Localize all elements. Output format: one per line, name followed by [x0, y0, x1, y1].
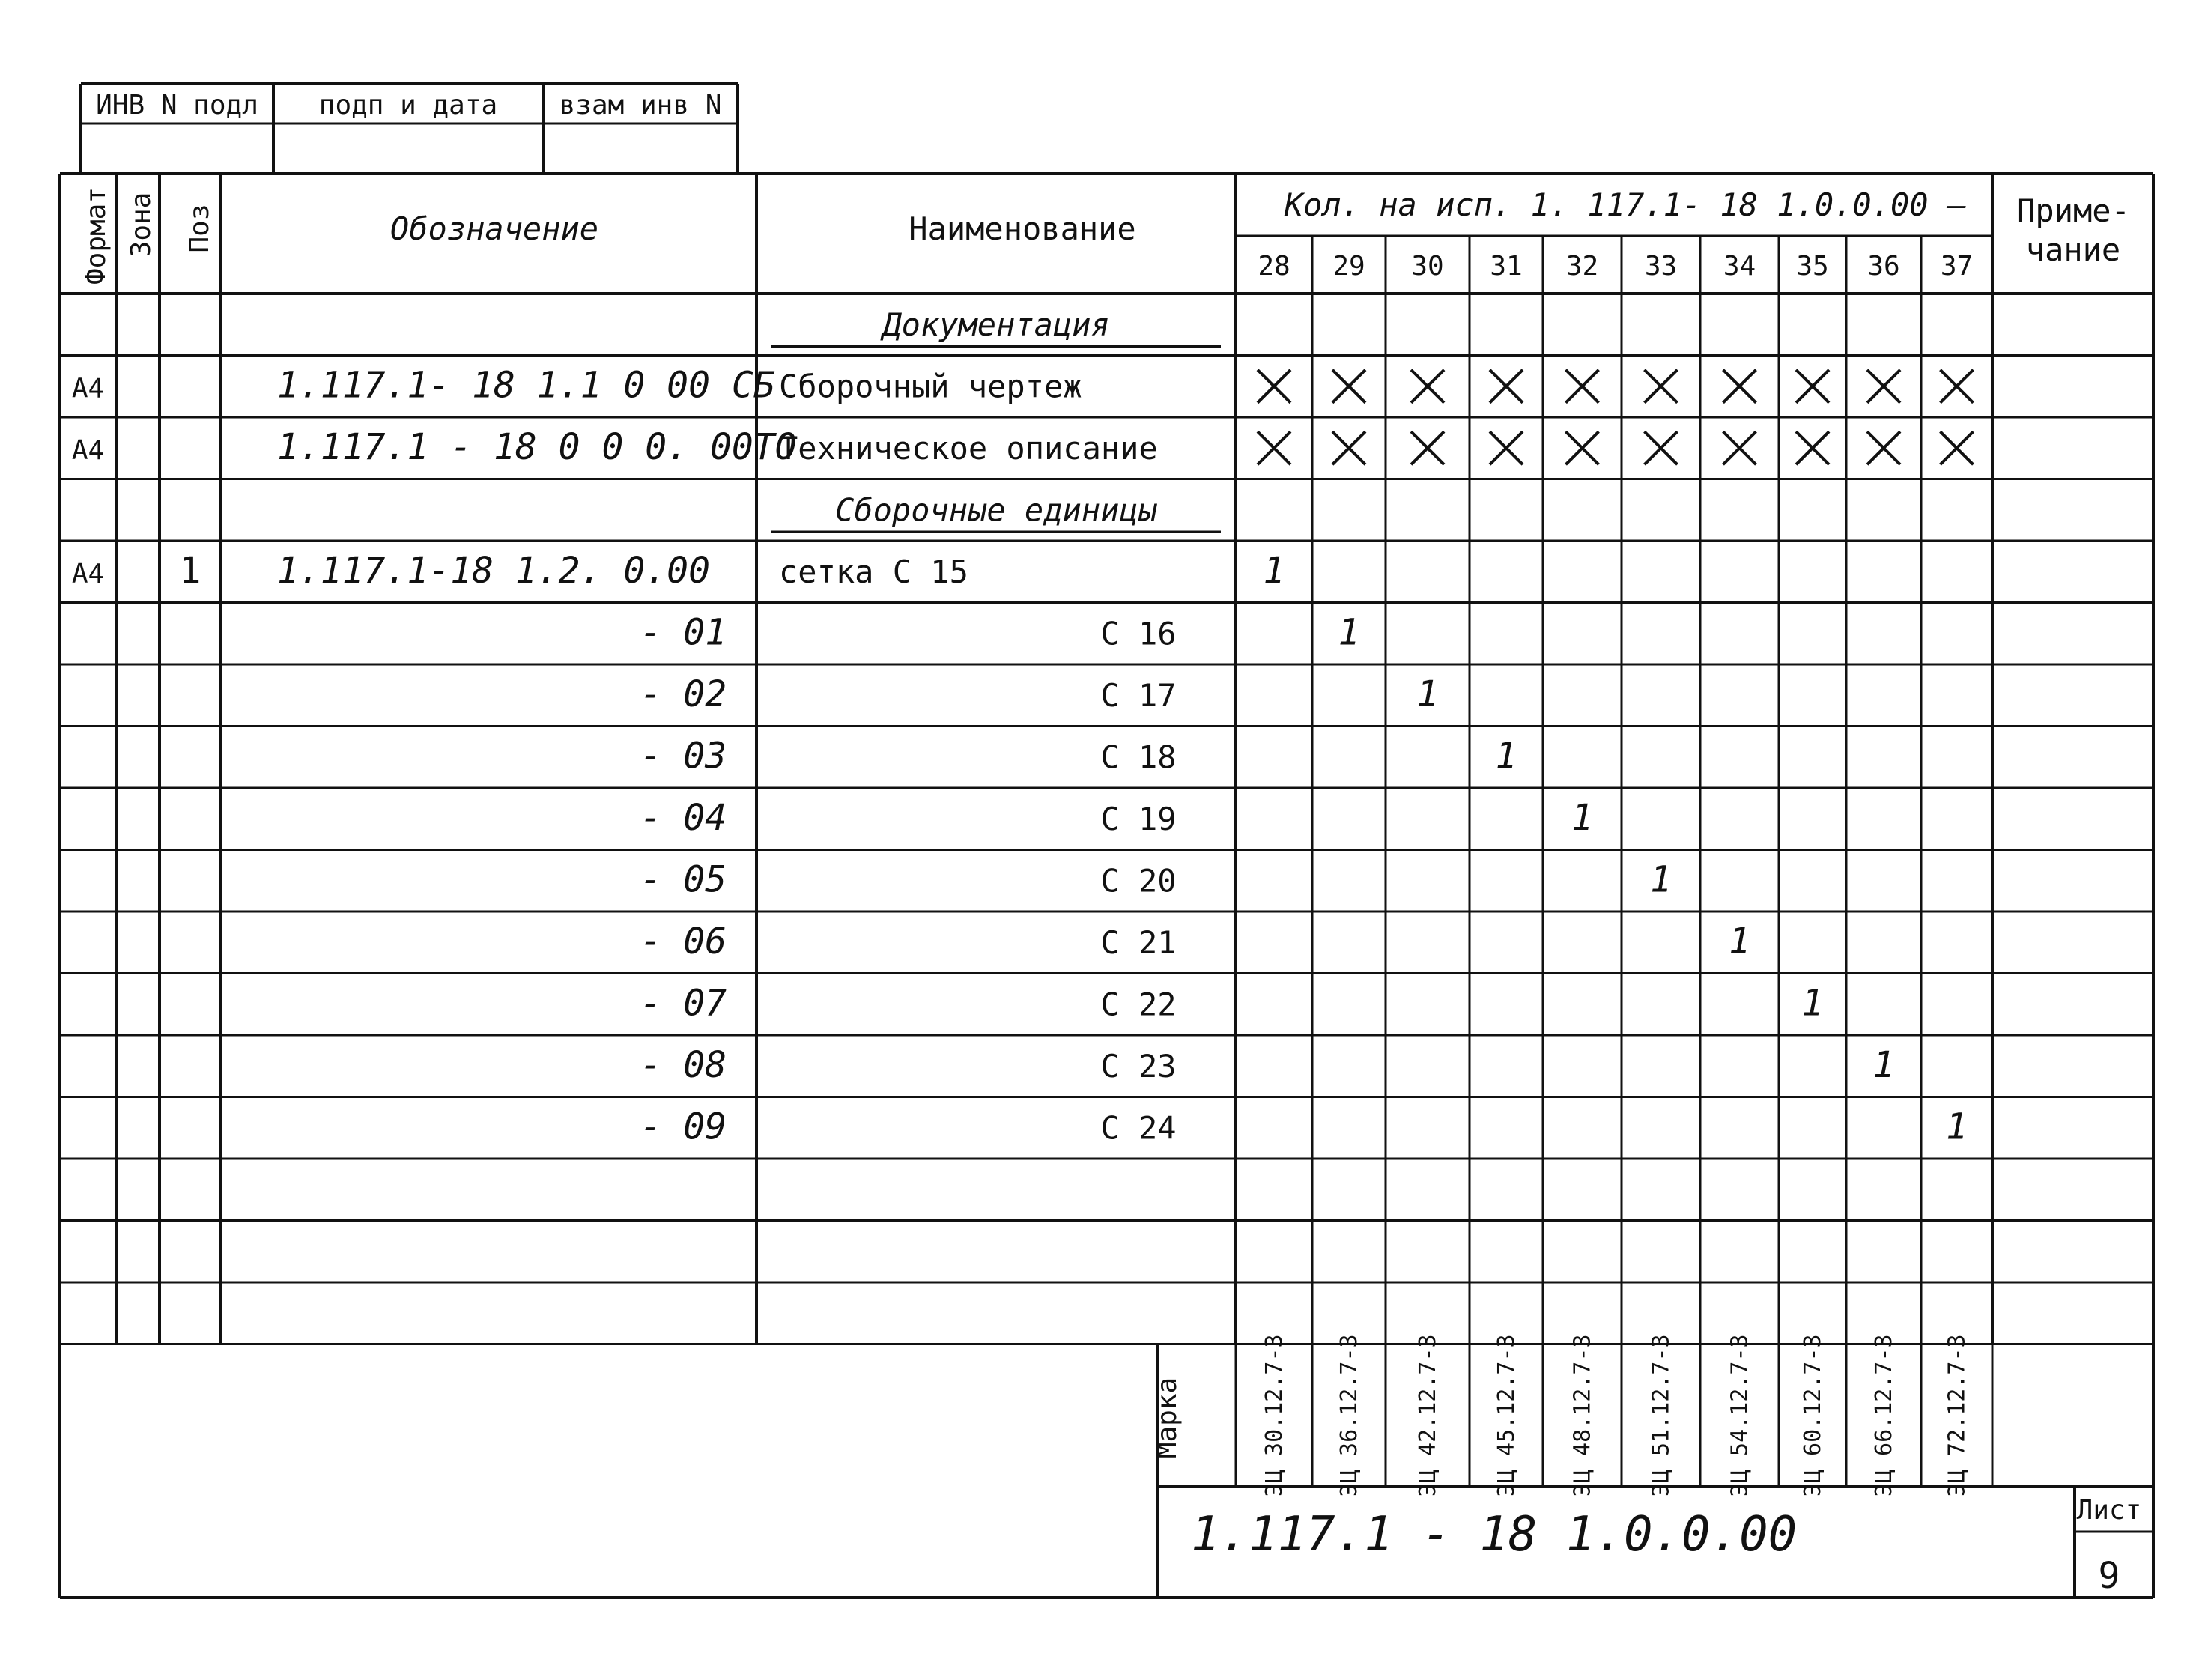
qty-value: 1 — [1801, 982, 1824, 1025]
cell-designation: 1.117.1 - 18 0 0 0. 00ТО — [277, 426, 797, 469]
cell-designation: 1.117.1- 18 1.1 0 00 СБ — [277, 364, 775, 407]
cell-designation: - 05 — [640, 858, 727, 901]
cell-name: С 18 — [1100, 739, 1177, 776]
cell-designation: - 04 — [640, 797, 727, 840]
cross-mark — [1411, 431, 1444, 464]
sheet-label: Лист — [2076, 1495, 2142, 1526]
qty-value: 1 — [1729, 921, 1750, 963]
stamp-header-1: подп и дата — [318, 90, 498, 121]
cross-mark — [1941, 431, 1974, 464]
cross-mark — [1796, 370, 1829, 403]
mark-label-4: ЭЦ 48.12.7-3 — [1569, 1334, 1596, 1497]
variant-header-32: 32 — [1565, 251, 1599, 282]
table-row — [640, 859, 1672, 901]
qty-value: 1 — [1872, 1044, 1895, 1087]
table-row — [640, 1044, 1894, 1086]
cell-name: С 24 — [1100, 1109, 1177, 1147]
mark-label-1: ЭЦ 36.12.7-3 — [1336, 1334, 1362, 1497]
qty-value: 1 — [1416, 673, 1439, 716]
table-row — [640, 921, 1750, 962]
cell-name: С 16 — [1100, 615, 1177, 652]
cell-name: С 19 — [1100, 801, 1177, 838]
cross-mark — [1867, 431, 1900, 464]
cell-designation: - 07 — [640, 982, 727, 1025]
cross-mark — [1796, 431, 1829, 464]
table-row — [640, 797, 1593, 839]
variant-header-33: 33 — [1644, 251, 1678, 282]
mark-label-0: ЭЦ 30.12.7-3 — [1261, 1334, 1288, 1497]
header-format: Формат — [81, 187, 112, 285]
cross-mark — [1411, 370, 1444, 403]
cell-format: А4 — [71, 559, 105, 590]
cross-mark — [1258, 431, 1290, 464]
table-row — [72, 550, 1285, 592]
header-qty: Кол. на исп. 1. 117.1- 18 1.0.0.00 — — [1284, 187, 1967, 223]
table-row — [880, 306, 1109, 343]
qty-value: 1 — [1263, 550, 1285, 592]
cell-designation: - 01 — [640, 611, 727, 654]
cross-mark — [1645, 370, 1678, 403]
cross-mark — [1867, 370, 1900, 403]
variant-header-29: 29 — [1332, 251, 1365, 282]
cell-designation: - 06 — [640, 921, 727, 963]
mark-label-7: ЭЦ 60.12.7-3 — [1800, 1334, 1826, 1497]
mark-column — [1261, 1334, 1971, 1496]
cross-mark — [1645, 431, 1678, 464]
cell-name: Документация — [882, 306, 1110, 344]
variant-header-30: 30 — [1411, 251, 1444, 282]
cell-format: А4 — [71, 373, 105, 404]
variant-headers — [1258, 251, 1973, 282]
variant-header-34: 34 — [1723, 251, 1756, 282]
cross-mark — [1332, 370, 1365, 403]
header-note-line2: чание — [2025, 231, 2121, 268]
variant-header-37: 37 — [1940, 251, 1974, 282]
cell-name: С 21 — [1100, 924, 1177, 962]
cell-designation: - 02 — [640, 673, 727, 716]
cell-format: А4 — [71, 435, 105, 467]
cross-mark — [1490, 370, 1523, 403]
cell-name: С 20 — [1100, 862, 1177, 900]
cross-mark — [1566, 370, 1599, 403]
variant-header-36: 36 — [1867, 251, 1900, 282]
variant-header-35: 35 — [1796, 251, 1829, 282]
document-code: 1.117.1 - 18 1.0.0.00 — [1191, 1507, 1798, 1562]
cell-name: сетка С 15 — [779, 554, 968, 591]
cross-mark — [1723, 370, 1756, 403]
stamp-header-2: взам инв N — [559, 90, 722, 121]
cell-name: Сборочные единицы — [835, 491, 1157, 529]
cell-name: С 17 — [1100, 677, 1177, 715]
cross-mark — [1332, 431, 1365, 464]
mark-label-6: ЭЦ 54.12.7-3 — [1726, 1334, 1753, 1497]
variant-header-31: 31 — [1490, 251, 1523, 282]
table-row — [640, 1106, 1968, 1148]
table-row — [72, 426, 1974, 468]
stamp-header-0: ИНВ N подл — [96, 90, 258, 121]
cross-mark — [1490, 431, 1523, 464]
cross-mark — [1566, 431, 1599, 464]
marka-label: Марка — [1152, 1377, 1183, 1459]
cell-name: Сборочный чертеж — [779, 368, 1082, 405]
qty-value: 1 — [1338, 611, 1360, 654]
mark-label-3: ЭЦ 45.12.7-3 — [1493, 1334, 1520, 1497]
table-row — [835, 492, 1158, 529]
cell-designation: 1.117.1-18 1.2. 0.00 — [277, 550, 710, 592]
header-zone: Зона — [126, 192, 157, 258]
table-row — [640, 673, 1438, 715]
header-name: Наименование — [909, 210, 1136, 247]
cell-name: С 23 — [1100, 1048, 1177, 1085]
cell-pos: 1 — [179, 550, 201, 592]
header-pos: Поз — [184, 204, 215, 253]
cross-mark — [1941, 370, 1974, 403]
stamp-block — [81, 84, 738, 174]
mark-label-9: ЭЦ 72.12.7-3 — [1944, 1334, 1971, 1497]
cell-designation: - 09 — [640, 1106, 727, 1148]
qty-value: 1 — [1650, 858, 1672, 901]
header-designation: Обозначение — [389, 210, 599, 247]
mark-label-8: ЭЦ 66.12.7-3 — [1871, 1334, 1897, 1497]
table-row — [640, 983, 1823, 1025]
mark-label-5: ЭЦ 51.12.7-3 — [1648, 1334, 1675, 1497]
table-row — [640, 612, 1359, 654]
cross-mark — [1258, 370, 1290, 403]
table-row — [72, 365, 1974, 407]
qty-value: 1 — [1946, 1106, 1968, 1148]
cell-designation: - 08 — [640, 1044, 727, 1087]
sheet-number: 9 — [2098, 1555, 2120, 1597]
cell-name: С 22 — [1100, 986, 1177, 1023]
qty-value: 1 — [1495, 735, 1517, 777]
cross-mark — [1723, 431, 1756, 464]
qty-value: 1 — [1571, 797, 1593, 840]
title-block — [60, 1344, 2153, 1598]
mark-label-2: ЭЦ 42.12.7-3 — [1415, 1334, 1441, 1497]
header-note-line1: Приме- — [2016, 192, 2130, 229]
cell-name: Техническое описание — [779, 430, 1158, 467]
cell-designation: - 03 — [640, 735, 727, 777]
variant-header-28: 28 — [1258, 251, 1290, 282]
